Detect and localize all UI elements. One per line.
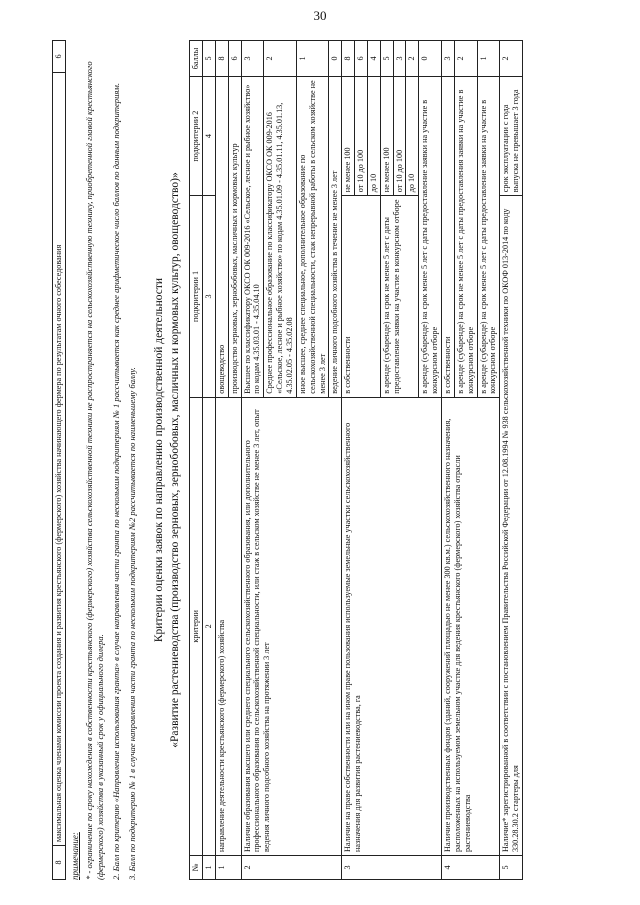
points: 1	[477, 41, 500, 77]
note-title: примечание:	[69, 832, 80, 880]
points: 2	[454, 41, 477, 77]
subcriterion: производство зерновых, зернобобовых, масличных и кормовых культур	[228, 77, 241, 398]
table-header-row	[190, 41, 203, 880]
heading-line: «Развитие растениеводства (производство зерновых, зернобобовых, масличных и кормовых культур, овощеводство)»	[168, 172, 181, 748]
points: 3	[441, 41, 454, 77]
score-cell: 6	[53, 41, 66, 73]
column-number: 5	[203, 41, 216, 77]
subcriterion-2: до 10	[367, 77, 380, 196]
note-item: 2. Балл по критерию «Направление использования гранта» в случае направления части гранта по нескольким подкритериям № 1 рассчитывается как среднее арифметическое число баллов по данным подкритериям.	[111, 83, 122, 880]
header-subcriteria-1: подкритерии 1	[190, 196, 203, 397]
top-score-table	[52, 40, 66, 880]
subcriterion: в аренде (субаренде) на срок менее 5 лет с даты предоставление заявки на участие в конкурсном отборе	[477, 77, 500, 398]
subcriterion: Среднее профессиональное образование по классификатору ОКСО ОК 009-2016 «Сельское, лесное и рыбное хозяйство» по кодам 4.35.01.09 - 4.35.01.11, 4.35.01.13, 4.35.02.05 - 4.35.02.08	[264, 77, 297, 398]
subcriterion: в аренде (субаренде) на срок не менее 5 лет с даты предоставления заявки на участие в конкурсном отборе	[454, 77, 477, 398]
subcriterion-2: от 10 до 100	[393, 77, 406, 196]
points: 5	[380, 41, 393, 77]
column-number: 4	[203, 77, 216, 196]
header-subcriteria-2: подкритерии 2	[190, 77, 203, 196]
points: 2	[264, 41, 297, 77]
page-number: 30	[313, 8, 327, 23]
subcriterion: ведение личного подсобного хозяйства в течение не менее 3 лет	[329, 77, 342, 398]
criterion: Наличие образования высшего или среднего специального сельскохозяйственного образования, или дополнительного профессионального образования по сельскохозяйственной специальности, или стаж в сельском хозяйстве не менее 3 лет, опыт ведения личного подсобного хозяйства на протяжении 3 лет	[241, 397, 342, 855]
criterion: Наличие производственных фондов (зданий, сооружений площадью не менее 300 кв.м.) сельскохозяйственного назначения, расположенных на используемом земельном участке для ведения крестьянского (фермерского) хозяйства отрасли растениеводства	[441, 397, 499, 855]
row-number: 3	[342, 856, 442, 880]
row-number: 5	[500, 856, 523, 880]
criterion: направление деятельности крестьянского (фермерского) хозяйства	[215, 397, 241, 855]
points: 4	[367, 41, 380, 77]
subcriterion-2: от 10 до 100	[355, 77, 368, 196]
subcriterion: Высшее по классификатору ОКСО ОК 009-2016 «Сельское, лесное и рыбное хозяйство» по кодам 4.35.03.01 - 4.35.04.10	[241, 77, 264, 398]
points: 6	[355, 41, 368, 77]
column-number: 1	[203, 856, 216, 880]
section-heading	[152, 40, 183, 880]
heading-line: Критерии оценки заявок по направлению производственной деятельности	[153, 277, 166, 643]
header-num: №	[190, 856, 203, 880]
table-row	[342, 41, 355, 880]
table-row	[441, 41, 454, 880]
points: 1	[296, 41, 329, 77]
points: 3	[241, 41, 264, 77]
header-points: баллы	[190, 41, 203, 77]
subcriterion: в аренде (субаренде) на срок не менее 5 лет с даты предоставление заявки на участие в конкурсном отборе	[380, 196, 419, 397]
column-number: 3	[203, 196, 216, 397]
points: 3	[393, 41, 406, 77]
note-item: * - ограничение по сроку нахождения в собственности крестьянского (фермерского) хозяйства сельскохозяйственной техники не распространяется на сельскохозяйственную технику, приобретенной главой крестьянского (фермерского) хозяйства в указанный срок у официального дилера.	[83, 61, 106, 880]
row-number: 8	[53, 846, 66, 880]
criterion-text: максимальная оценка членами комиссии проекта создания и развития крестьянского (фермерского) хозяйства начинающего фермера по результатам очного собеседования	[53, 73, 66, 846]
header-criteria: критерии	[190, 397, 203, 855]
row-number: 1	[215, 856, 241, 880]
criteria-table	[189, 40, 523, 880]
subcriterion-2: не менее 100	[380, 77, 393, 196]
column-number: 2	[203, 397, 216, 855]
table-row	[500, 41, 523, 880]
table-row	[241, 41, 264, 880]
points: 8	[342, 41, 355, 77]
subcriterion: в собственности	[441, 77, 454, 398]
subcriterion: овощеводство	[215, 77, 228, 398]
subcriterion: в собственности	[342, 196, 381, 397]
rotated-page-content	[52, 40, 592, 880]
points: 2	[500, 41, 523, 77]
table-column-numbers	[203, 41, 216, 880]
criterion: Наличие* зарегистрированной в соответствии с постановлением Правительства Российской Федерации от 12.08.1994 № 938 сельскохозяйственной техники по ОКОФ 013-2014 по коду 330.28.30.2 стартеры для	[500, 196, 523, 856]
subcriterion: в аренде (субаренде) на срок менее 5 лет с даты предоставление заявки на участие в конкурсном отборе	[419, 77, 442, 398]
points: 2	[406, 41, 419, 77]
subcriterion-2: срок эксплуатации с года выпуска не превышает 3 года	[500, 77, 523, 196]
row-number: 4	[441, 856, 499, 880]
table-row	[53, 41, 66, 880]
criterion: Наличие на праве собственности или на ином праве пользования используемые земельные участки сельскохозяйственного назначения для развития растениеводства, га	[342, 397, 442, 855]
subcriterion: иное высшее, среднее специальное, дополнительное образование по сельскохозяйственной специальности, стаж непрерывной работы в сельском хозяйстве не менее 3 лет	[296, 77, 329, 398]
points: 8	[215, 41, 228, 77]
subcriterion-2: не менее 100	[342, 77, 355, 196]
table-row	[215, 41, 228, 880]
note-item: 3. Балл по подкритерию № 1 в случае направления части гранта по нескольким подкритериям №2 рассчитывается по наименьшему баллу.	[126, 367, 137, 880]
points: 0	[329, 41, 342, 77]
points: 6	[228, 41, 241, 77]
row-number: 2	[241, 856, 342, 880]
points: 0	[419, 41, 442, 77]
subcriterion-2: до 10	[406, 77, 419, 196]
